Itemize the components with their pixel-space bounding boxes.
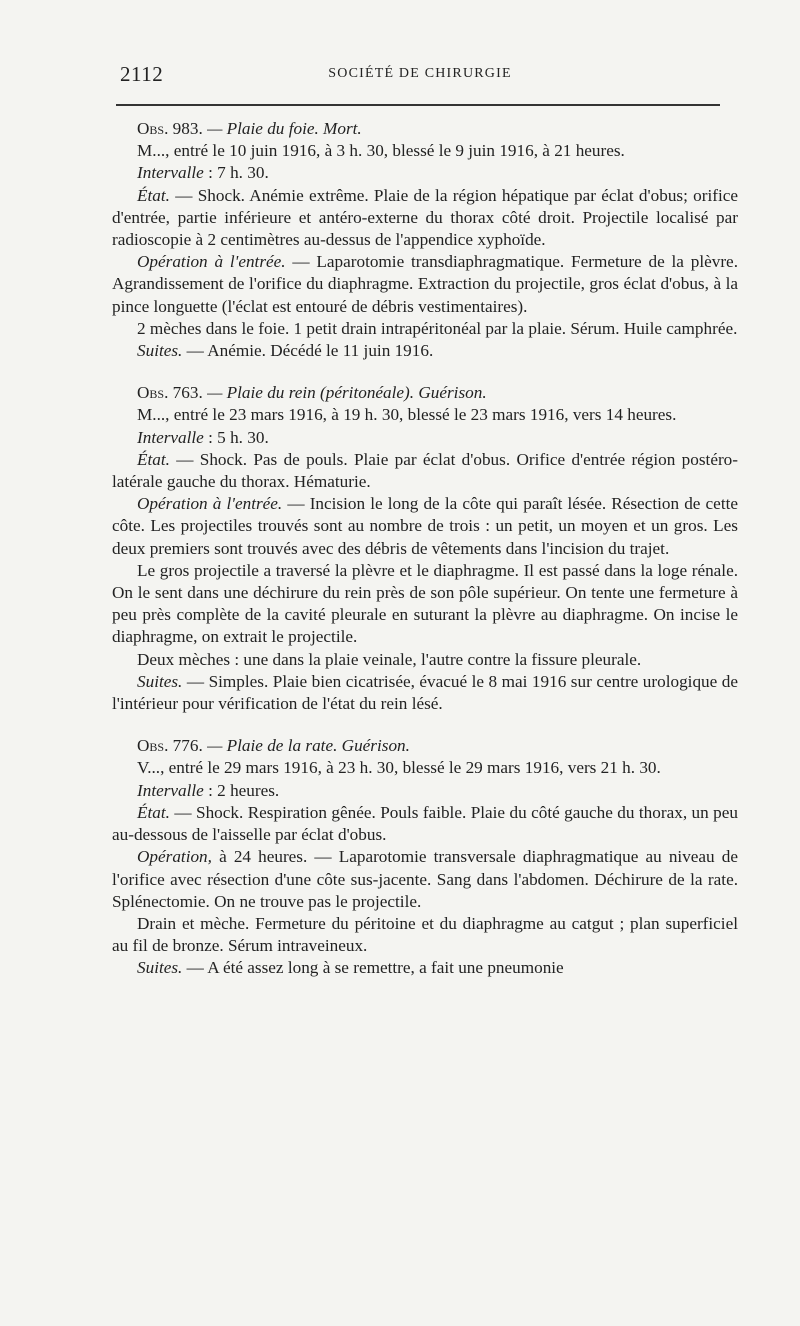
observation-paragraph xyxy=(112,449,738,493)
page-body xyxy=(112,118,738,980)
observation-paragraph xyxy=(112,560,738,649)
observation-heading xyxy=(112,735,738,757)
observation-paragraph xyxy=(112,340,738,362)
page-header xyxy=(120,62,720,86)
paragraph-text: — Incision le long de la côte qui paraît lésée. Résection de cette côte. Les projectiles trouvés sont au nombre de trois : un petit, un moyen et un gros. Les deux premiers sont trouvés avec des débris de vêtements dans l'incision du trajet. xyxy=(112,494,738,558)
observation-776 xyxy=(112,735,738,979)
paragraph-label: Suites. xyxy=(137,671,183,691)
observation-paragraph xyxy=(112,957,738,979)
paragraph-text: — A été assez long à se remettre, a fait une pneumonie xyxy=(182,958,564,978)
paragraph-text: M..., entré le 23 mars 1916, à 19 h. 30, blessé le 23 mars 1916, vers 14 heures. xyxy=(137,405,677,425)
running-title: SOCIÉTÉ DE CHIRURGIE xyxy=(328,66,512,81)
observation-763 xyxy=(112,382,738,715)
observation-paragraph xyxy=(112,757,738,779)
paragraph-text: 2 mèches dans le foie. 1 petit drain intrapéritonéal par la plaie. Sérum. Huile camphrée. xyxy=(137,318,738,338)
observation-title: — Plaie de la rate. Guérison. xyxy=(207,736,410,756)
paragraph-text: — Shock. Respiration gênée. Pouls faible. Plaie du côté gauche du thorax, un peu au-dessous de l'aisselle par éclat d'obus. xyxy=(112,802,738,845)
paragraph-text: M..., entré le 10 juin 1916, à 3 h. 30, blessé le 9 juin 1916, à 21 heures. xyxy=(137,141,625,161)
observation-number: Obs. 983. xyxy=(137,119,203,138)
observation-paragraph xyxy=(112,649,738,671)
paragraph-text: — Simples. Plaie bien cicatrisée, évacué le 8 mai 1916 sur centre urologique de l'intérieur pour vérification de l'état du rein lésé. xyxy=(112,671,738,714)
paragraph-text: — Shock. Pas de pouls. Plaie par éclat d'obus. Orifice d'entrée région postéro-latérale gauche du thorax. Hématurie. xyxy=(112,449,738,492)
observation-title: — Plaie du foie. Mort. xyxy=(207,119,362,138)
paragraph-label: Intervalle xyxy=(137,780,204,800)
paragraph-text: Deux mèches : une dans la plaie veinale, l'autre contre la fissure pleurale. xyxy=(137,649,642,669)
header-rule xyxy=(116,104,720,106)
observation-983 xyxy=(112,118,738,362)
paragraph-text: — Laparotomie transdiaphragmatique. Fermeture de la plèvre. Agrandissement de l'orifice du diaphragme. Extraction du projectile, gros éclat d'obus, à la pince longuette (l'éclat est entouré de débris vestimentaires). xyxy=(112,252,738,316)
paragraph-text: : 2 heures. xyxy=(203,780,280,800)
observation-paragraph xyxy=(112,251,738,318)
paragraph-label: Suites. xyxy=(137,958,183,978)
observation-paragraph xyxy=(112,913,738,957)
observation-paragraph xyxy=(112,846,738,913)
observation-paragraph xyxy=(112,427,738,449)
paragraph-label: Intervalle xyxy=(137,427,204,447)
paragraph-label: État. xyxy=(137,449,170,469)
observation-heading xyxy=(112,382,738,404)
paragraph-text: : 7 h. 30. xyxy=(203,163,269,183)
page-number: 2112 xyxy=(120,62,164,86)
observation-paragraph xyxy=(112,162,738,184)
observation-paragraph xyxy=(112,404,738,426)
paragraph-text: — Shock. Anémie extrême. Plaie de la région hépatique par éclat d'obus; orifice d'entrée, partie inférieure et antéro-externe du thorax côté droit. Projectile localisé par radioscopie à 2 centimètres au-dessus de l'appendice xyphoïde. xyxy=(112,185,738,250)
paragraph-label: Suites. xyxy=(137,341,183,361)
paragraph-label: Intervalle xyxy=(137,163,204,183)
observation-paragraph xyxy=(112,493,738,560)
paragraph-text: : 5 h. 30. xyxy=(203,427,269,447)
observation-paragraph xyxy=(112,780,738,802)
observation-heading xyxy=(112,118,738,140)
observation-number: Obs. 776. xyxy=(137,736,203,756)
paragraph-text: Drain et mèche. Fermeture du péritoine et du diaphragme au catgut ; plan superficiel au fil de bronze. Sérum intraveineux. xyxy=(112,913,738,956)
paragraph-label: État. xyxy=(137,185,170,205)
observation-paragraph xyxy=(112,671,738,715)
observation-paragraph xyxy=(112,318,738,340)
paragraph-label: État. xyxy=(137,802,170,822)
observation-number: Obs. 763. xyxy=(137,383,203,403)
paragraph-text: à 24 heures. — Laparotomie transversale diaphragmatique au niveau de l'orifice avec résection d'une côte sus-jacente. Sang dans l'abdomen. Déchirure de la rate. Splénectomie. On ne trouve pas le projectile. xyxy=(112,847,738,911)
paragraph-text: — Anémie. Décédé le 11 juin 1916. xyxy=(182,341,434,361)
observation-title: — Plaie du rein (péritonéale). Guérison. xyxy=(207,383,487,403)
observation-paragraph xyxy=(112,185,738,252)
paragraph-label: Opération à l'entrée. xyxy=(137,494,283,514)
paragraph-text: V..., entré le 29 mars 1916, à 23 h. 30, blessé le 29 mars 1916, vers 21 h. 30. xyxy=(137,758,661,778)
observation-paragraph xyxy=(112,802,738,846)
paragraph-text: Le gros projectile a traversé la plèvre et le diaphragme. Il est passé dans la loge rénale. On le sent dans une déchirure du rein près de son pôle supérieur. On tente une fermeture à peu près complète de la cavité pleurale en suturant la plèvre au diaphragme. On incise le diaphragme, on extrait le projectile. xyxy=(112,560,738,647)
observation-paragraph xyxy=(112,140,738,162)
paragraph-label: Opération, xyxy=(137,847,212,867)
paragraph-label: Opération à l'entrée. xyxy=(137,252,286,272)
